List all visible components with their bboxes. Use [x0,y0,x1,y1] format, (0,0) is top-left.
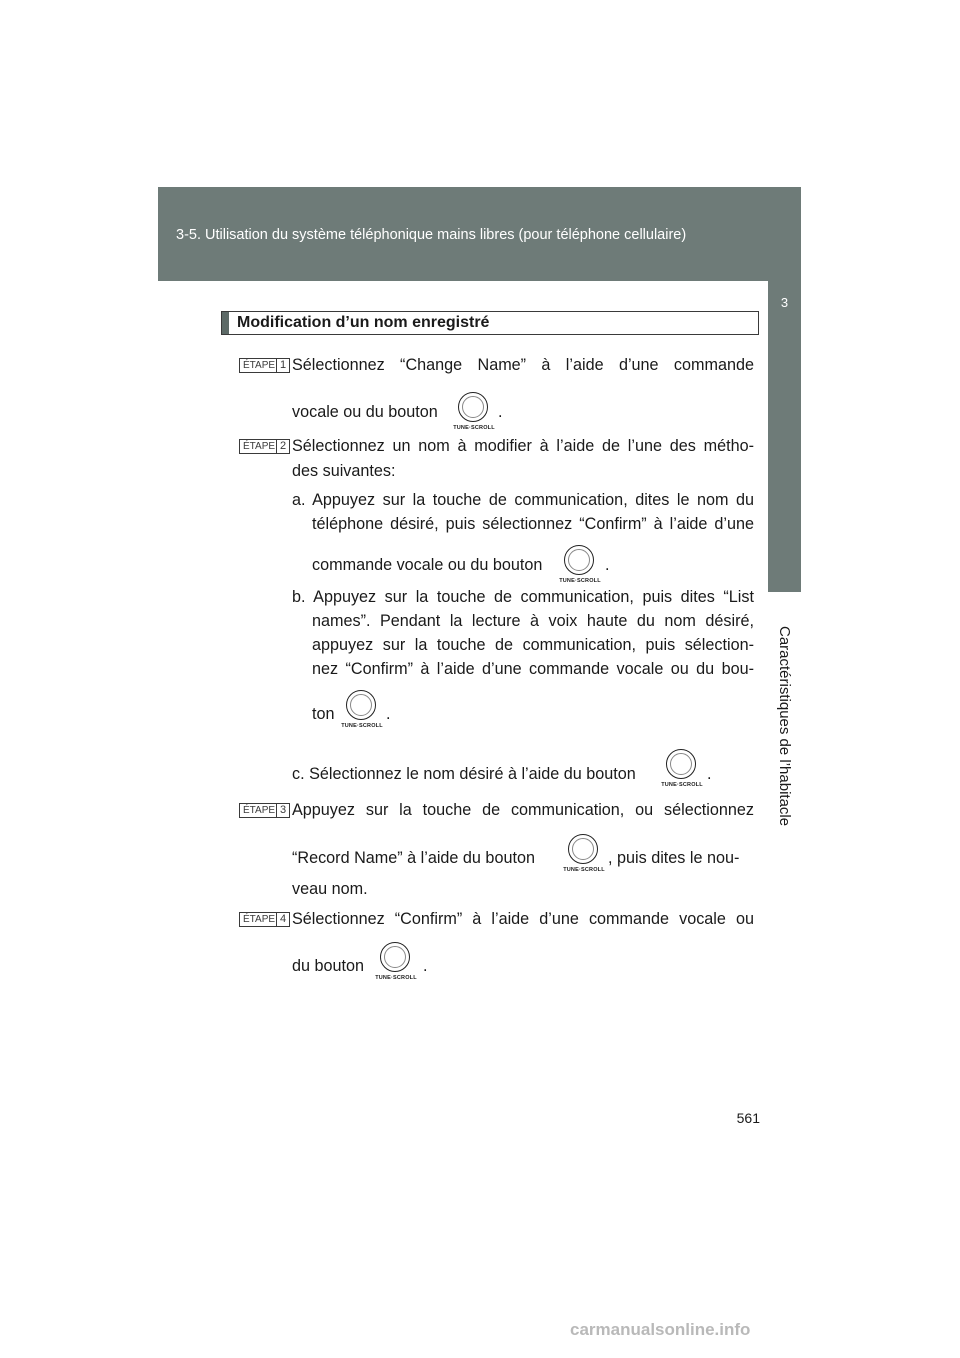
step-2b-line-5: ton [312,705,335,723]
step-1-line-1: Sélectionnez “Change Name” à l’aide d’une commande [292,356,754,374]
tune-scroll-knob-icon: TUNE·SCROLL [660,749,704,793]
step-2b-line-2: names”. Pendant la lecture à voix haute du nom désiré, [312,612,754,630]
page-number: 561 [736,1110,760,1126]
step-4-line-1: Sélectionnez “Confirm” à l’aide d’une commande vocale ou [292,910,754,928]
step-4-line-2-end: . [423,957,428,975]
step-2b-line-1: b. Appuyez sur la touche de communication, puis dites “List [292,588,754,606]
chapter-side-label: Caractéristiques de l’habitacle [776,626,793,827]
tune-scroll-knob-icon: TUNE·SCROLL [452,392,496,436]
chapter-header [158,187,801,281]
chapter-title: 3-5. Utilisation du système téléphonique mains libres (pour téléphone cellulaire) [176,227,687,243]
step-2c-line-1: c. Sélectionnez le nom désiré à l’aide du bouton [292,765,636,783]
step-2-line-1: Sélectionnez un nom à modifier à l’aide de l’une des métho- [292,437,754,455]
step-tag-1: ÉTAPE 1 [239,358,290,373]
step-1-line-2: vocale ou du bouton [292,403,438,421]
step-2a-line-3-end: . [605,556,610,574]
section-title: Modification d’un nom enregistré [237,314,490,331]
step-2a-line-1: a. Appuyez sur la touche de communication, dites le nom du [292,491,754,509]
step-2b-line-4: nez “Confirm” à l’aide d’une commande vocale ou du bou- [312,660,754,678]
step-3-line-1: Appuyez sur la touche de communication, ou sélectionnez [292,801,754,819]
step-1-line-2-end: . [498,403,503,421]
section-heading [221,311,759,335]
step-tag-4: ÉTAPE 4 [239,912,290,927]
step-2c-line-1-end: . [707,765,712,783]
step-tag-2: ÉTAPE 2 [239,439,290,454]
step-2b-line-5-end: . [386,705,391,723]
tune-scroll-knob-icon: TUNE·SCROLL [374,942,418,986]
step-2a-line-3: commande vocale ou du bouton [312,556,543,574]
step-2b-line-3: appuyez sur la touche de communication, puis sélection- [312,636,754,654]
step-3-line-2b: , puis dites le nou- [608,849,740,867]
step-4-line-2: du bouton [292,957,365,975]
tune-scroll-knob-icon: TUNE·SCROLL [340,690,384,734]
chapter-number: 3 [780,295,789,310]
chapter-side-tab [768,281,801,592]
step-3-line-2a: “Record Name” à l’aide du bouton [292,849,535,867]
step-tag-3: ÉTAPE 3 [239,803,290,818]
tune-scroll-knob-icon: TUNE·SCROLL [558,545,602,589]
step-2a-line-2: téléphone désiré, puis sélectionnez “Confirm” à l’aide d’une [312,515,754,533]
step-2-line-2: des suivantes: [292,462,396,480]
watermark: carmanualsonline.info [570,1320,751,1339]
step-3-line-3: veau nom. [292,880,368,898]
tune-scroll-knob-icon: TUNE·SCROLL [562,834,606,878]
section-heading-bar [222,312,229,334]
